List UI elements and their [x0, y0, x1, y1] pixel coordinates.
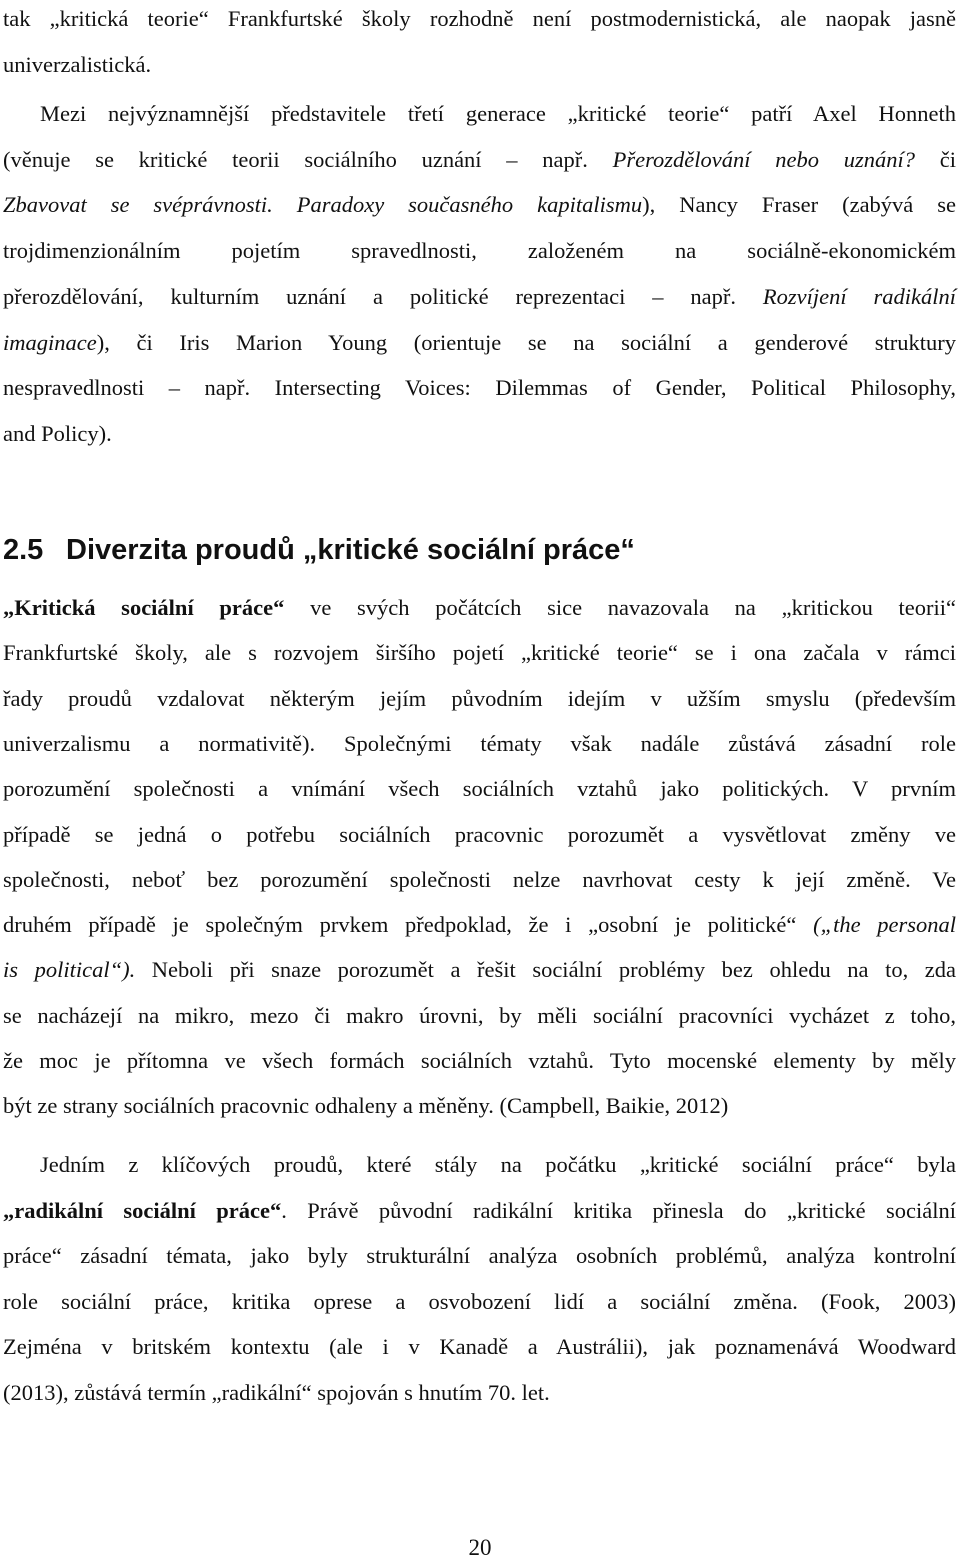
text-line — [3, 1332, 956, 1362]
text-line — [3, 4, 956, 34]
text-run: and Policy). — [3, 420, 112, 446]
text-run: být ze strany sociálních pracovnic odhaleny a měněny. (Campbell, Baikie, 2012) — [3, 1093, 729, 1119]
text-run: porozumění společnosti a vnímání všech sociálních vztahů jako politických. V prvním — [3, 776, 956, 802]
text-line — [3, 910, 956, 940]
text-line — [3, 282, 956, 312]
text-line — [3, 1091, 956, 1121]
text-run: univerzalistická. — [3, 52, 152, 77]
text-run: Zejména v britském kontextu (ale i v Kanadě a Austrálii), jak poznamenává Woodward — [3, 1334, 956, 1359]
text-line — [3, 236, 956, 266]
text-line — [3, 729, 956, 759]
text-line — [3, 593, 956, 623]
text-line — [3, 820, 956, 850]
text-run: Přerozdělování nebo uznání? — [612, 146, 916, 172]
text-run: Mezi nejvýznamnější představitele třetí generace „kritické teorie“ patří Axel Honneth — [40, 101, 956, 126]
text-run: Neboli při snaze porozumět a řešit sociální problémy bez ohledu na to, zda — [135, 957, 956, 983]
text-run: případě se jedná o potřebu sociálních pracovnic porozumět a vysvětlovat změny ve — [3, 821, 956, 847]
text-line — [3, 1196, 956, 1226]
text-run: společnosti, neboť bez porozumění společnosti nelze navrhovat cesty k její změně. Ve — [3, 866, 956, 892]
text-run: Rozvíjení radikální — [762, 283, 956, 309]
text-line — [3, 373, 956, 403]
text-run: role sociální práce, kritika oprese a osvobození lidí a sociální změna. (Fook, 2003) — [3, 1288, 956, 1314]
text-run: (2013), zůstává termín „radikální“ spojován s hnutím 70. let. — [3, 1379, 550, 1405]
text-run: práce“ zásadní témata, jako byly strukturální analýza osobních problémů, analýza kontrolní — [3, 1243, 956, 1268]
text-line — [3, 684, 956, 714]
text-line — [3, 1378, 956, 1408]
section-title: Diverzita proudů „kritické sociální práce“ — [66, 534, 635, 566]
text-run: „radikální sociální práce“ — [3, 1197, 282, 1223]
text-run: Zbavovat se svéprávnosti. Paradoxy současného kapitalismu — [3, 192, 643, 218]
text-run: druhém případě je společným prvkem předpoklad, že i „osobní je politické“ — [3, 912, 814, 938]
text-run: nespravedlnosti – např. Intersecting Voices: Dilemmas of Gender, Political Philosophy, — [3, 375, 956, 401]
text-run: Jedním z klíčových proudů, které stály na počátku „kritické sociální práce“ byla — [40, 1152, 956, 1177]
text-run: přerozdělování, kulturním uznání a politické reprezentaci – např. — [3, 283, 763, 309]
text-line — [3, 955, 956, 985]
text-line — [3, 1287, 956, 1317]
text-run: univerzalismu a normativitě). Společnými tématy však nadále zůstává zásadní role — [3, 730, 956, 756]
text-run: že moc je přítomna ve všech formách sociálních vztahů. Tyto mocenské elementy by měly — [3, 1048, 956, 1073]
text-line — [3, 190, 956, 220]
page-number: 20 — [468, 1535, 492, 1560]
text-line — [3, 50, 956, 80]
text-run: ), Nancy Fraser (zabývá se — [642, 192, 956, 218]
text-line — [3, 1046, 956, 1076]
text-run: . Právě původní radikální kritika přinesla do „kritické sociální — [281, 1197, 956, 1223]
text-line — [3, 865, 956, 895]
text-run: („the personal — [813, 912, 956, 938]
section-heading — [3, 532, 635, 568]
text-run: imaginace — [3, 329, 97, 355]
text-line — [40, 1150, 956, 1180]
text-line — [3, 638, 956, 668]
text-run: (věnuje se kritické teorii sociálního uznání – např. — [3, 146, 613, 172]
text-run: se nacházejí na mikro, mezo či makro úrovni, by měli sociální pracovníci vycházet z toho, — [3, 1002, 956, 1028]
text-run: trojdimenzionálním pojetím spravedlnosti, založeném na sociálně-ekonomickém — [3, 238, 956, 264]
text-line — [3, 774, 956, 804]
text-run: ve svých počátcích sice navazovala na „kritickou teorii“ — [284, 595, 956, 620]
text-run: tak „kritická teorie“ Frankfurtské školy rozhodně není postmodernistická, ale naopak jasně — [3, 6, 956, 31]
text-run: či — [915, 146, 956, 172]
text-run: Frankfurtské školy, ale s rozvojem širšího pojetí „kritické teorie“ se i ona začala v rámci — [3, 640, 956, 666]
text-line — [3, 1241, 956, 1271]
text-run: ), či Iris Marion Young (orientuje se na sociální a genderové struktury — [96, 329, 956, 355]
text-line — [3, 328, 956, 358]
text-run: „Kritická sociální práce“ — [3, 595, 285, 620]
text-line — [3, 1001, 956, 1031]
text-line — [40, 99, 956, 129]
text-line — [3, 419, 956, 449]
text-run: řady proudů vzdalovat některým jejím původním idejím v užším smyslu (především — [3, 685, 956, 711]
text-run: is political“). — [3, 957, 136, 983]
text-line — [3, 145, 956, 175]
section-number: 2.5 — [3, 534, 44, 566]
